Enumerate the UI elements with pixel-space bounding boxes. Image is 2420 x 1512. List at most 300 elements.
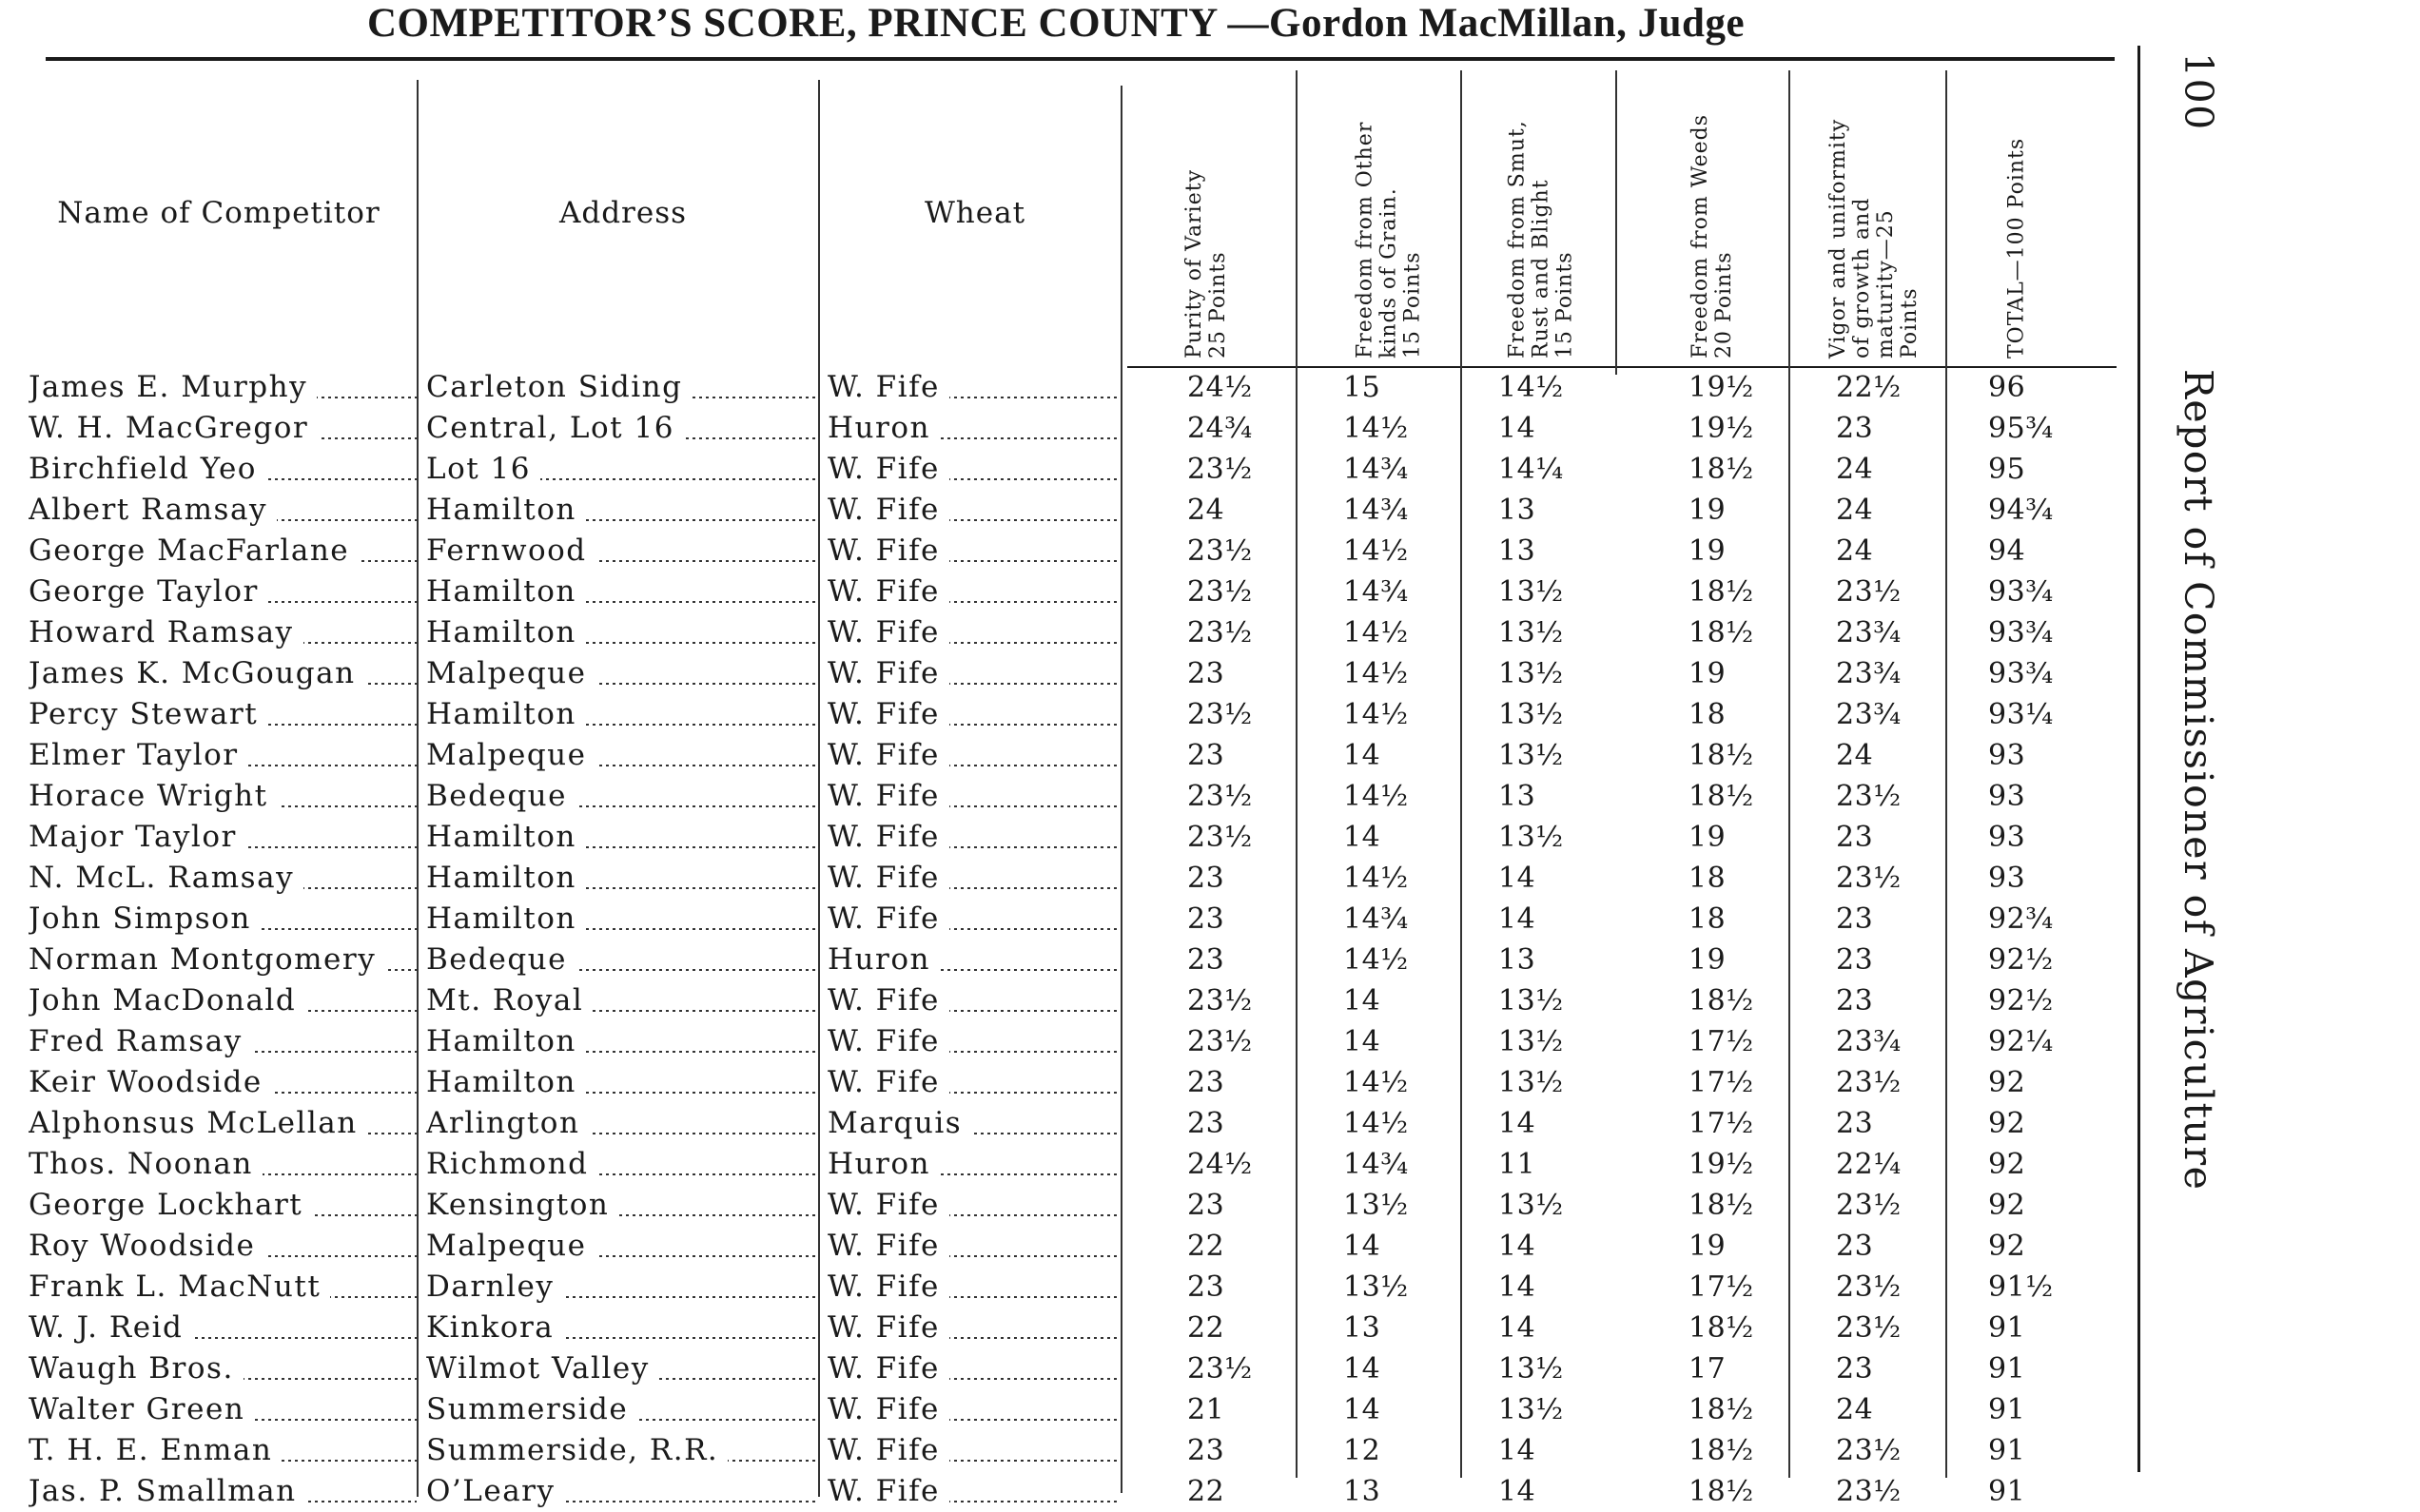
cell-purity: [1187, 817, 1292, 858]
cell-address: [426, 817, 816, 858]
cell-name: [29, 1471, 417, 1512]
cell-purity: [1187, 899, 1292, 940]
cell-name: [29, 1308, 417, 1348]
cell-other-text: 15: [1343, 371, 1390, 404]
cell-wheat-text: W. Fife: [828, 656, 949, 690]
cell-smut: [1498, 1430, 1612, 1471]
cell-total-text: 92: [1988, 1230, 2035, 1263]
cell-wheat-text: W. Fife: [828, 779, 949, 813]
cell-address: [426, 694, 816, 735]
cell-address-text: O’Leary: [426, 1474, 565, 1508]
cell-purity: [1187, 1185, 1292, 1226]
cell-vigor: [1836, 531, 1941, 572]
table-row: [0, 1103, 2121, 1144]
cell-name-text: Fred Ramsay: [29, 1024, 252, 1058]
cell-address: [426, 980, 816, 1021]
cell-weeds-text: 17: [1688, 1352, 1735, 1386]
header-weeds-line: 20 Points: [1712, 251, 1736, 359]
cell-smut: [1498, 1308, 1612, 1348]
cell-other-text: 14½: [1343, 412, 1418, 445]
cell-weeds: [1688, 1348, 1784, 1389]
cell-smut: [1498, 408, 1612, 449]
cell-wheat: [828, 899, 1119, 940]
cell-other: [1343, 1062, 1457, 1103]
cell-wheat-text: W. Fife: [828, 370, 949, 404]
cell-wheat: [828, 653, 1119, 694]
cell-vigor-text: 23½: [1836, 1434, 1911, 1467]
table-row: [0, 612, 2121, 653]
cell-other: [1343, 1103, 1457, 1144]
cell-wheat-text: W. Fife: [828, 1229, 949, 1263]
header-vigor: [1812, 68, 1936, 359]
cell-smut: [1498, 1103, 1612, 1144]
cell-other-text: 14½: [1343, 657, 1418, 690]
cell-total: [1988, 1144, 2112, 1185]
cell-total-text: 92¾: [1988, 902, 2063, 936]
cell-smut: [1498, 735, 1612, 776]
cell-purity-text: 23½: [1187, 698, 1262, 731]
cell-smut: [1498, 1267, 1612, 1308]
cell-address: [426, 1308, 816, 1348]
cell-wheat: [828, 735, 1119, 776]
table-row: [0, 449, 2121, 490]
table-row: [0, 572, 2121, 612]
cell-vigor: [1836, 735, 1941, 776]
cell-wheat-text: W. Fife: [828, 533, 949, 568]
cell-other-text: 13: [1343, 1475, 1390, 1508]
cell-total: [1988, 735, 2112, 776]
cell-other: [1343, 817, 1457, 858]
cell-address-text: Hamilton: [426, 1065, 586, 1099]
cell-address: [426, 776, 816, 817]
cell-address: [426, 940, 816, 980]
cell-other-text: 14¾: [1343, 494, 1418, 527]
header-vigor-line: of growth and: [1850, 197, 1874, 359]
cell-purity: [1187, 1144, 1292, 1185]
cell-other-text: 14½: [1343, 534, 1418, 568]
cell-weeds-text: 19: [1688, 534, 1735, 568]
cell-other: [1343, 1226, 1457, 1267]
header-other-grain-line: 15 Points: [1400, 251, 1425, 359]
cell-total-text: 92¼: [1988, 1025, 2063, 1058]
cell-purity: [1187, 408, 1292, 449]
cell-name-text: Major Taylor: [29, 820, 246, 854]
header-weeds: [1674, 68, 1750, 359]
cell-vigor-text: 23: [1836, 412, 1883, 445]
cell-address: [426, 1267, 816, 1308]
cell-vigor-text: 23½: [1836, 1475, 1911, 1508]
header-smut-line: Freedom from Smut,: [1505, 120, 1530, 359]
cell-purity-text: 23: [1187, 1270, 1234, 1304]
cell-wheat-text: Huron: [828, 942, 940, 977]
cell-vigor: [1836, 1021, 1941, 1062]
cell-smut-text: 11: [1498, 1148, 1545, 1181]
cell-weeds: [1688, 980, 1784, 1021]
cell-total-text: 92: [1988, 1189, 2035, 1222]
cell-name-text: Birchfield Yeo: [29, 452, 266, 486]
cell-address-text: Richmond: [426, 1147, 597, 1181]
cell-weeds-text: 18½: [1688, 1475, 1764, 1508]
running-title: Report of Commissioner of Agriculture: [2176, 368, 2221, 1192]
cell-name-text: Elmer Taylor: [29, 738, 248, 772]
cell-vigor-text: 23: [1836, 902, 1883, 936]
cell-total-text: 91: [1988, 1352, 2035, 1386]
cell-weeds-text: 18½: [1688, 1434, 1764, 1467]
cell-name: [29, 408, 417, 449]
cell-name-text: Horace Wright: [29, 779, 278, 813]
cell-purity-text: 22: [1187, 1311, 1234, 1345]
cell-other-text: 14½: [1343, 943, 1418, 977]
cell-other: [1343, 612, 1457, 653]
cell-total-text: 93¾: [1988, 575, 2063, 609]
cell-weeds: [1688, 776, 1784, 817]
table-row: [0, 1144, 2121, 1185]
cell-name: [29, 817, 417, 858]
cell-purity: [1187, 1062, 1292, 1103]
cell-vigor: [1836, 1348, 1941, 1389]
cell-weeds: [1688, 449, 1784, 490]
cell-purity: [1187, 449, 1292, 490]
cell-purity: [1187, 858, 1292, 899]
cell-purity-text: 23: [1187, 1066, 1234, 1099]
cell-name: [29, 612, 417, 653]
cell-smut: [1498, 817, 1612, 858]
cell-address-text: Hamilton: [426, 615, 586, 649]
cell-smut: [1498, 776, 1612, 817]
header-smut-line: Rust and Blight: [1529, 179, 1553, 359]
cell-wheat-text: W. Fife: [828, 1392, 949, 1426]
cell-other: [1343, 408, 1457, 449]
cell-wheat-text: W. Fife: [828, 901, 949, 936]
cell-vigor: [1836, 612, 1941, 653]
cell-wheat: [828, 817, 1119, 858]
cell-other-text: 13½: [1343, 1189, 1418, 1222]
cell-vigor: [1836, 899, 1941, 940]
cell-wheat: [828, 1308, 1119, 1348]
cell-vigor: [1836, 1430, 1941, 1471]
cell-purity-text: 23: [1187, 1107, 1234, 1140]
cell-name: [29, 858, 417, 899]
cell-address-text: Central, Lot 16: [426, 411, 684, 445]
cell-wheat: [828, 612, 1119, 653]
cell-weeds: [1688, 653, 1784, 694]
cell-wheat: [828, 1021, 1119, 1062]
cell-total-text: 91: [1988, 1393, 2035, 1426]
cell-smut-text: 14: [1498, 1311, 1545, 1345]
cell-purity-text: 23½: [1187, 534, 1262, 568]
cell-total: [1988, 776, 2112, 817]
cell-total-text: 92½: [1988, 984, 2063, 1018]
cell-weeds-text: 19: [1688, 1230, 1735, 1263]
cell-other: [1343, 899, 1457, 940]
cell-vigor: [1836, 449, 1941, 490]
cell-weeds: [1688, 408, 1784, 449]
cell-name-text: W. H. MacGregor: [29, 411, 318, 445]
cell-smut-text: 13½: [1498, 821, 1573, 854]
cell-name-text: Walter Green: [29, 1392, 254, 1426]
cell-other: [1343, 694, 1457, 735]
cell-weeds-text: 18½: [1688, 1189, 1764, 1222]
cell-weeds-text: 19: [1688, 821, 1735, 854]
cell-address-text: Bedeque: [426, 942, 576, 977]
header-purity-line: 25 Points: [1206, 251, 1230, 359]
cell-address-text: Kinkora: [426, 1310, 563, 1345]
cell-weeds-text: 18½: [1688, 739, 1764, 772]
cell-vigor: [1836, 1062, 1941, 1103]
cell-wheat: [828, 1226, 1119, 1267]
cell-name-text: George MacFarlane: [29, 533, 359, 568]
cell-vigor-text: 23: [1836, 1230, 1883, 1263]
cell-vigor-text: 23½: [1836, 1270, 1911, 1304]
cell-address: [426, 1471, 816, 1512]
table-row: [0, 408, 2121, 449]
cell-weeds: [1688, 1185, 1784, 1226]
cell-total: [1988, 899, 2112, 940]
cell-weeds-text: 18: [1688, 698, 1735, 731]
cell-other-text: 14: [1343, 1393, 1390, 1426]
cell-purity-text: 23½: [1187, 984, 1262, 1018]
cell-wheat-text: W. Fife: [828, 615, 949, 649]
cell-other: [1343, 858, 1457, 899]
cell-vigor-text: 23½: [1836, 862, 1911, 895]
cell-weeds: [1688, 572, 1784, 612]
cell-address: [426, 1389, 816, 1430]
cell-purity: [1187, 1308, 1292, 1348]
cell-name: [29, 449, 417, 490]
cell-wheat: [828, 980, 1119, 1021]
cell-name: [29, 735, 417, 776]
cell-address: [426, 449, 816, 490]
cell-address: [426, 1185, 816, 1226]
cell-wheat: [828, 367, 1119, 408]
cell-name: [29, 572, 417, 612]
cell-name: [29, 899, 417, 940]
cell-address: [426, 531, 816, 572]
cell-name-text: John Simpson: [29, 901, 261, 936]
cell-name: [29, 1144, 417, 1185]
cell-total: [1988, 940, 2112, 980]
cell-wheat: [828, 1103, 1119, 1144]
cell-vigor: [1836, 1226, 1941, 1267]
cell-purity: [1187, 1389, 1292, 1430]
cell-smut-text: 14: [1498, 1230, 1545, 1263]
cell-total-text: 91: [1988, 1434, 2035, 1467]
cell-weeds: [1688, 1471, 1784, 1512]
cell-total: [1988, 1430, 2112, 1471]
cell-total-text: 93: [1988, 739, 2035, 772]
cell-purity-text: 23: [1187, 943, 1234, 977]
cell-purity-text: 24¾: [1187, 412, 1262, 445]
table-row: [0, 490, 2121, 531]
header-weeds-line: Freedom from Weeds: [1688, 114, 1712, 359]
cell-address-text: Malpeque: [426, 1229, 595, 1263]
cell-wheat: [828, 449, 1119, 490]
table-row: [0, 1389, 2121, 1430]
cell-name: [29, 1226, 417, 1267]
cell-other-text: 14½: [1343, 698, 1418, 731]
cell-total-text: 95: [1988, 453, 2035, 486]
cell-vigor: [1836, 572, 1941, 612]
cell-weeds-text: 18½: [1688, 616, 1764, 649]
cell-address-text: Hamilton: [426, 901, 586, 936]
cell-vigor-text: 23½: [1836, 1066, 1911, 1099]
cell-vigor: [1836, 490, 1941, 531]
cell-name: [29, 490, 417, 531]
cell-smut: [1498, 653, 1612, 694]
cell-wheat-text: W. Fife: [828, 1188, 949, 1222]
cell-total-text: 92: [1988, 1066, 2035, 1099]
cell-smut-text: 13½: [1498, 575, 1573, 609]
cell-other-text: 14: [1343, 1025, 1390, 1058]
cell-name: [29, 1430, 417, 1471]
cell-purity: [1187, 612, 1292, 653]
cell-total: [1988, 490, 2112, 531]
cell-wheat: [828, 1389, 1119, 1430]
cell-purity: [1187, 776, 1292, 817]
cell-weeds: [1688, 531, 1784, 572]
cell-weeds: [1688, 940, 1784, 980]
cell-address: [426, 572, 816, 612]
cell-weeds: [1688, 1389, 1784, 1430]
cell-vigor-text: 22½: [1836, 371, 1911, 404]
header-other-grain: [1341, 68, 1436, 359]
cell-vigor-text: 23¾: [1836, 698, 1911, 731]
cell-address-text: Hamilton: [426, 493, 586, 527]
cell-vigor-text: 24: [1836, 494, 1883, 527]
cell-address-text: Carleton Siding: [426, 370, 692, 404]
cell-vigor: [1836, 1267, 1941, 1308]
header-total-line: TOTAL—100 Points: [2004, 137, 2029, 359]
cell-smut: [1498, 1185, 1612, 1226]
table-row: [0, 940, 2121, 980]
cell-name: [29, 1185, 417, 1226]
cell-purity-text: 23: [1187, 657, 1234, 690]
cell-vigor-text: 23¾: [1836, 657, 1911, 690]
table-row: [0, 1062, 2121, 1103]
cell-weeds: [1688, 858, 1784, 899]
cell-address-text: Darnley: [426, 1270, 563, 1304]
cell-weeds-text: 18½: [1688, 1393, 1764, 1426]
cell-total: [1988, 1062, 2112, 1103]
cell-total: [1988, 1226, 2112, 1267]
cell-wheat-text: W. Fife: [828, 1024, 949, 1058]
cell-vigor: [1836, 408, 1941, 449]
cell-address: [426, 612, 816, 653]
cell-wheat: [828, 858, 1119, 899]
cell-address: [426, 1226, 816, 1267]
cell-vigor: [1836, 1185, 1941, 1226]
cell-vigor: [1836, 1389, 1941, 1430]
cell-total: [1988, 817, 2112, 858]
cell-purity-text: 24: [1187, 494, 1234, 527]
table-row: [0, 735, 2121, 776]
cell-purity: [1187, 1226, 1292, 1267]
cell-smut: [1498, 1021, 1612, 1062]
cell-purity-text: 23½: [1187, 453, 1262, 486]
cell-name: [29, 653, 417, 694]
cell-address: [426, 1021, 816, 1062]
header-vigor-line: Points: [1898, 287, 1922, 359]
cell-other: [1343, 1144, 1457, 1185]
cell-vigor: [1836, 817, 1941, 858]
cell-other: [1343, 1348, 1457, 1389]
cell-name: [29, 980, 417, 1021]
cell-name: [29, 367, 417, 408]
cell-other: [1343, 1308, 1457, 1348]
cell-other-text: 14: [1343, 1352, 1390, 1386]
cell-other-text: 14¾: [1343, 453, 1418, 486]
cell-weeds-text: 19½: [1688, 412, 1764, 445]
cell-total-text: 91: [1988, 1475, 2035, 1508]
cell-smut-text: 14: [1498, 1107, 1545, 1140]
cell-weeds-text: 18: [1688, 862, 1735, 895]
cell-weeds-text: 18½: [1688, 453, 1764, 486]
cell-vigor: [1836, 653, 1941, 694]
cell-smut-text: 13½: [1498, 698, 1573, 731]
cell-smut-text: 13: [1498, 534, 1545, 568]
cell-address: [426, 1348, 816, 1389]
header-other-grain-line: Freedom from Other: [1353, 121, 1377, 359]
cell-address: [426, 490, 816, 531]
cell-other: [1343, 1430, 1457, 1471]
cell-address-text: Hamilton: [426, 697, 586, 731]
table-row: [0, 1471, 2121, 1512]
table-row: [0, 1430, 2121, 1471]
cell-address-text: Hamilton: [426, 1024, 586, 1058]
cell-smut: [1498, 694, 1612, 735]
cell-vigor-text: 23½: [1836, 575, 1911, 609]
cell-name: [29, 1389, 417, 1430]
cell-wheat-text: Huron: [828, 1147, 940, 1181]
cell-purity: [1187, 1348, 1292, 1389]
cell-purity: [1187, 572, 1292, 612]
cell-smut-text: 13½: [1498, 1352, 1573, 1386]
cell-other-text: 14½: [1343, 862, 1418, 895]
cell-purity-text: 23: [1187, 862, 1234, 895]
page-title: COMPETITOR’S SCORE, PRINCE COUNTY —Gordon MacMillan, Judge: [366, 1, 1746, 46]
cell-weeds-text: 17½: [1688, 1066, 1764, 1099]
header-purity: [1168, 68, 1244, 359]
cell-other-text: 14: [1343, 821, 1390, 854]
cell-vigor-text: 24: [1836, 1393, 1883, 1426]
margin-rule: [2137, 46, 2140, 1472]
cell-smut: [1498, 1062, 1612, 1103]
cell-other-text: 14½: [1343, 1066, 1418, 1099]
cell-purity: [1187, 1430, 1292, 1471]
header-other-grain-line: kinds of Grain.: [1376, 187, 1401, 359]
cell-wheat-text: W. Fife: [828, 738, 949, 772]
cell-smut: [1498, 1389, 1612, 1430]
cell-vigor: [1836, 1308, 1941, 1348]
cell-weeds: [1688, 1062, 1784, 1103]
cell-name-text: T. H. E. Enman: [29, 1433, 282, 1467]
cell-name-text: Thos. Noonan: [29, 1147, 263, 1181]
cell-wheat: [828, 1267, 1119, 1308]
cell-total-text: 94¾: [1988, 494, 2063, 527]
table-row: [0, 776, 2121, 817]
cell-purity-text: 23½: [1187, 575, 1262, 609]
cell-wheat-text: W. Fife: [828, 1065, 949, 1099]
cell-wheat-text: W. Fife: [828, 861, 949, 895]
cell-vigor-text: 24: [1836, 453, 1883, 486]
cell-address-text: Malpeque: [426, 656, 595, 690]
cell-purity-text: 22: [1187, 1230, 1234, 1263]
cell-other: [1343, 367, 1457, 408]
cell-purity: [1187, 1021, 1292, 1062]
cell-wheat: [828, 408, 1119, 449]
cell-smut: [1498, 1144, 1612, 1185]
cell-wheat: [828, 694, 1119, 735]
